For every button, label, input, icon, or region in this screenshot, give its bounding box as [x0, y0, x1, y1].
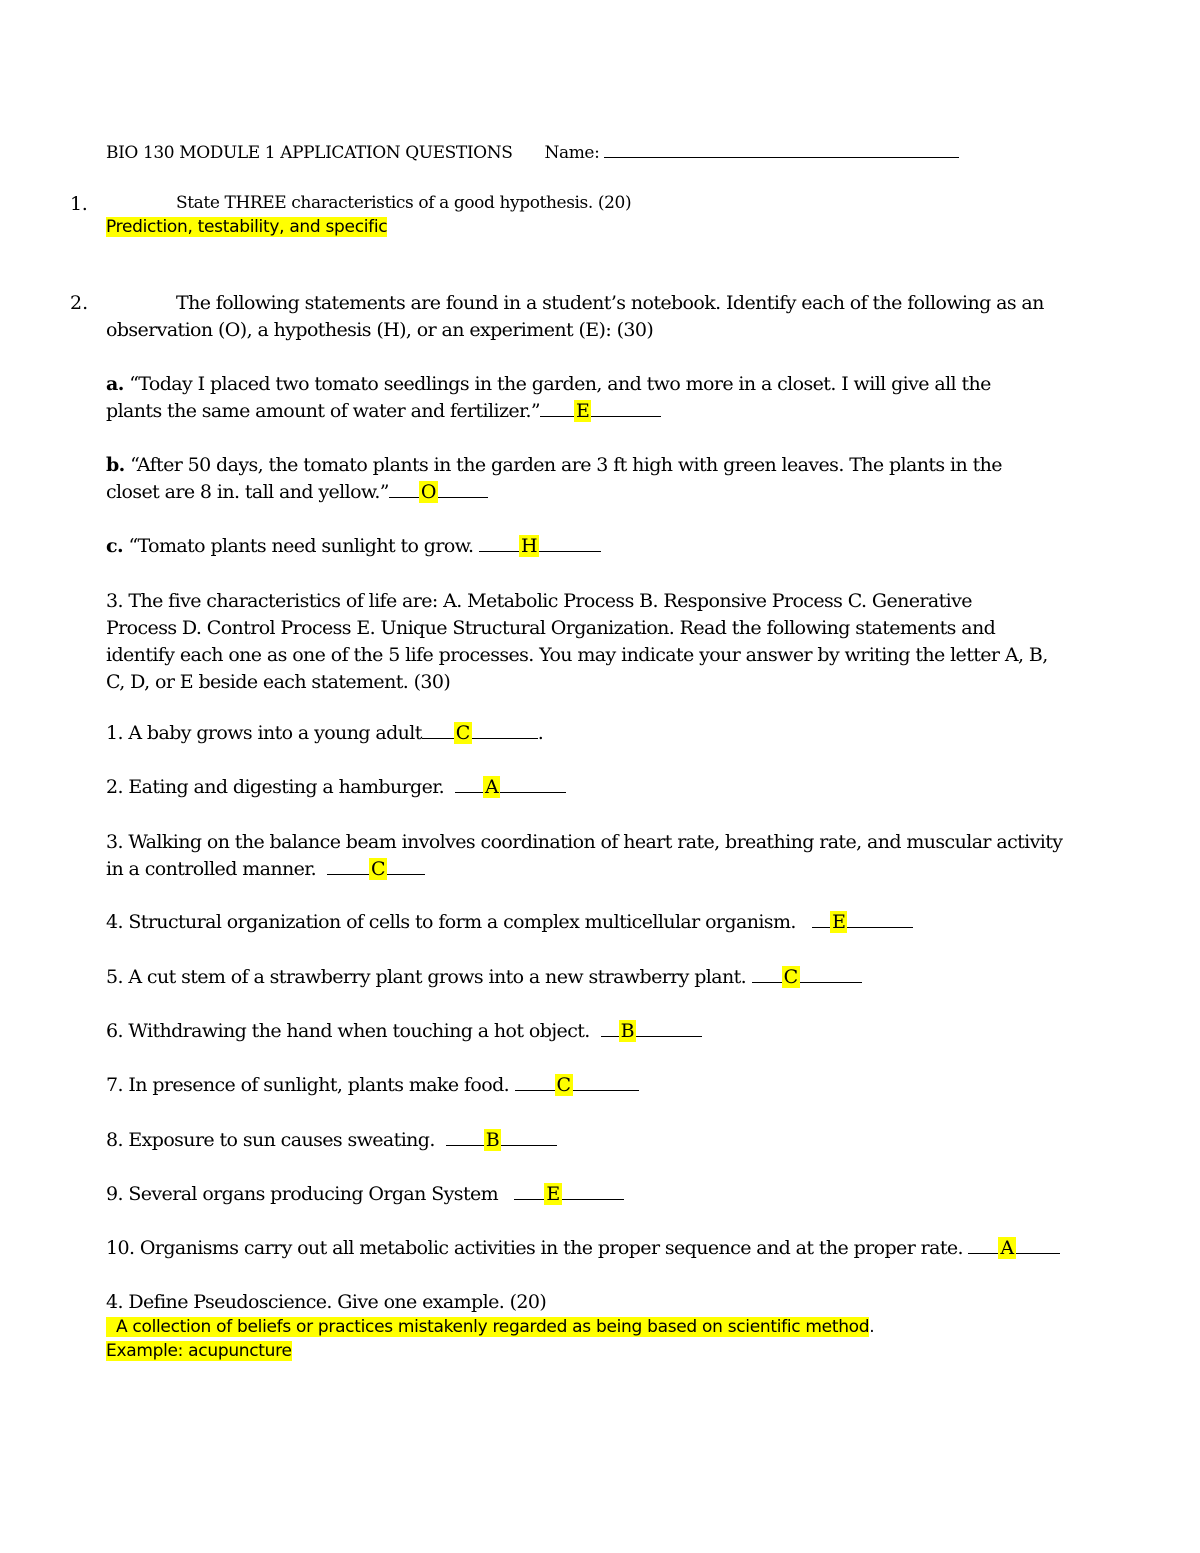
q4-answer: A collection of beliefs or practices mistakenly regarded as being based on scientific method. — [106, 1317, 874, 1337]
q3-item-2 — [106, 776, 566, 798]
q3-item-1: 1. A baby grows into a young adult C . — [106, 722, 544, 744]
q3-item-7 — [106, 1074, 639, 1096]
q3-item-9 — [106, 1183, 624, 1205]
q4-question: 4. Define Pseudoscience. Give one example. (20) — [106, 1291, 547, 1313]
q3-item-answer: C — [455, 722, 470, 744]
q3-item-10 — [106, 1237, 1060, 1259]
q3-item-answer: E — [546, 1183, 560, 1205]
name-field[interactable] — [604, 156, 959, 158]
q3-item-5 — [106, 966, 862, 988]
worksheet-title: BIO 130 MODULE 1 APPLICATION QUESTIONS — [106, 143, 513, 163]
q2c-label: c. — [106, 535, 123, 557]
q3-item-text: 3. Walking on the balance beam involves coordination of heart rate, breathing rate, and muscular activity — [106, 831, 1063, 853]
q3-item-text: 7. In presence of sunlight, plants make food. — [106, 1074, 510, 1096]
q2-number: 2. — [70, 292, 89, 314]
q2c-answer: H — [520, 535, 537, 557]
q1-number: 1. — [70, 193, 88, 215]
q3-item-answer: A — [485, 776, 499, 798]
q3-item-text: 9. Several organs producing Organ System — [106, 1183, 499, 1205]
q4-example — [106, 1341, 292, 1361]
q3-item-text: 2. Eating and digesting a hamburger. — [106, 776, 445, 798]
q3-item-answer: C — [783, 966, 798, 988]
q1-answer-text: Prediction, testability, and specific — [106, 217, 388, 237]
q2a-answer: E — [576, 400, 590, 422]
q3-item-text: 1. A baby grows into a young adult — [106, 722, 422, 744]
q4-example-text: Example: acupuncture — [106, 1341, 292, 1361]
name-label: Name: — [544, 143, 600, 163]
q3-line3: identify each one as one of the 5 life processes. You may indicate your answer by writing the letter A, B, — [106, 644, 1048, 666]
q2b-text-2: closet are 8 in. tall and yellow.” — [106, 481, 389, 503]
q3-item-answer: A — [1000, 1237, 1014, 1259]
q2b-label: b. — [106, 454, 125, 476]
q2a-label: a. — [106, 373, 124, 395]
q3-item-text: 6. Withdrawing the hand when touching a hot object. — [106, 1020, 590, 1042]
q3-item-3b — [106, 858, 425, 880]
page-title — [106, 143, 959, 163]
q3-item-8 — [106, 1129, 557, 1151]
q2a-text: “Today I placed two tomato seedlings in the garden, and two more in a closet. I will give all the — [129, 373, 991, 395]
q3-item-text: 5. A cut stem of a strawberry plant grows into a new strawberry plant. — [106, 966, 747, 988]
q3-item-6 — [106, 1020, 702, 1042]
q3-item-text: 10. Organisms carry out all metabolic activities in the proper sequence and at the proper rate. — [106, 1237, 963, 1259]
q3-item-3 — [106, 831, 1062, 853]
q3-item-answer: C — [370, 858, 385, 880]
q1-answer — [106, 217, 387, 237]
q2c-text: “Tomato plants need sunlight to grow. — [128, 535, 474, 557]
q3-item-answer: E — [832, 911, 846, 933]
q2a-line1 — [106, 373, 991, 395]
q2-line1: The following statements are found in a student’s notebook. Identify each of the following as an — [176, 292, 1044, 314]
q2b-answer: O — [420, 481, 436, 503]
q2c-line — [106, 535, 601, 557]
q3-item-text: 4. Structural organization of cells to form a complex multicellular organism. — [106, 911, 796, 933]
q3-item-text-2: in a controlled manner. — [106, 858, 317, 880]
q2a-text-2: plants the same amount of water and fertilizer.” — [106, 400, 540, 422]
q2b-text: “After 50 days, the tomato plants in the garden are 3 ft high with green leaves. The plants in the — [130, 454, 1002, 476]
q2a-line2 — [106, 400, 661, 422]
q3-item-answer: B — [485, 1129, 500, 1151]
q3-item-answer: B — [620, 1020, 634, 1042]
q3-line2: Process D. Control Process E. Unique Structural Organization. Read the following statements and — [106, 617, 996, 639]
q3-item-text: 8. Exposure to sun causes sweating. — [106, 1129, 435, 1151]
q3-line1: 3. The five characteristics of life are: A. Metabolic Process B. Responsive Process C. Generative — [106, 590, 972, 612]
q2-line2: observation (O), a hypothesis (H), or an experiment (E): (30) — [106, 319, 654, 341]
q3-item-4 — [106, 911, 913, 933]
q3-line4: C, D, or E beside each statement. (30) — [106, 671, 451, 693]
q4-answer-text: A collection of beliefs or practices mistakenly regarded as being based on scientific method — [106, 1317, 869, 1337]
q2b-line2 — [106, 481, 488, 503]
q2b-line1 — [106, 454, 1002, 476]
q3-item-answer: C — [556, 1074, 571, 1096]
q1-question: State THREE characteristics of a good hypothesis. (20) — [176, 193, 632, 213]
